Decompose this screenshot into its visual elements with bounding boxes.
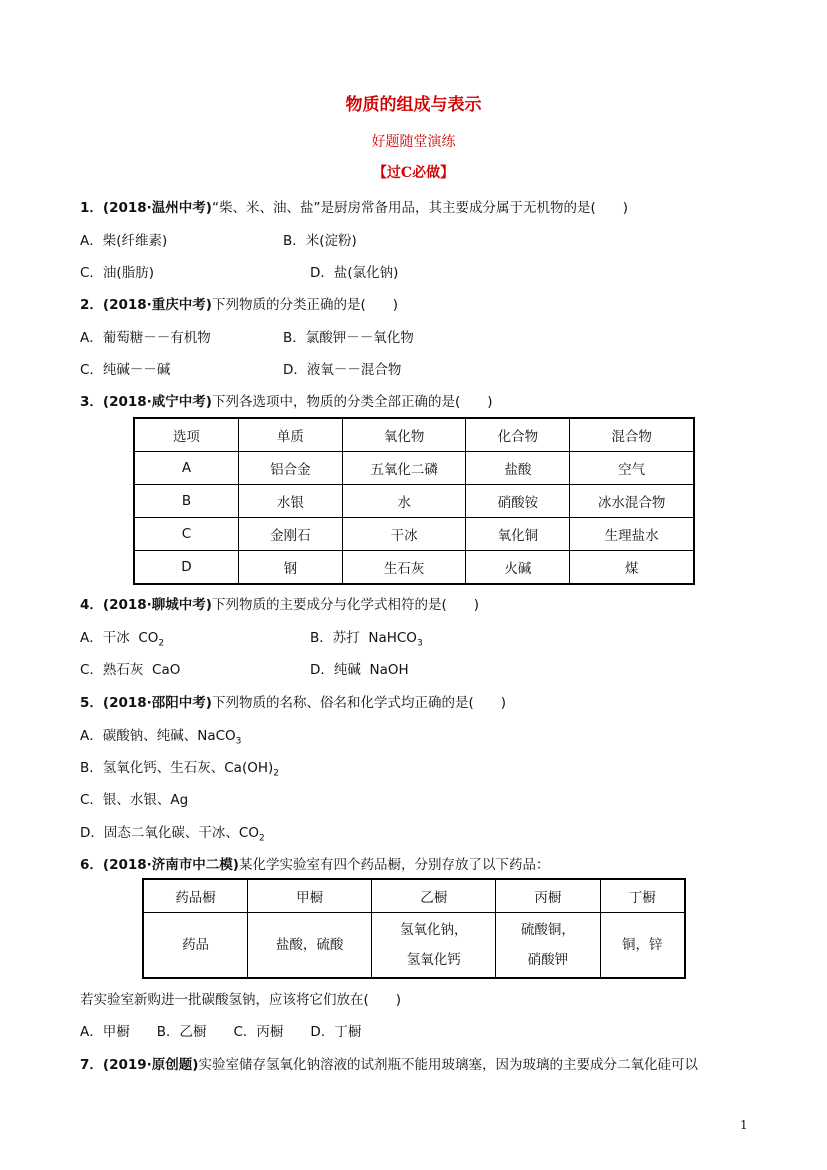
table-cell: 生理盐水 [570, 518, 694, 551]
table-header: 化合物 [466, 418, 570, 452]
option-a [80, 626, 164, 649]
cell-line: 硝酸钾 [527, 952, 569, 968]
table-cell: 氧化铜 [466, 518, 570, 551]
question-source: (2018·邵阳中考) [102, 695, 212, 711]
table-cell: 盐酸，硫酸 [248, 913, 372, 979]
question-source: (2018·重庆中考) [102, 297, 212, 313]
table-header: 乙橱 [372, 879, 496, 913]
table-cell: 铝合金 [238, 452, 342, 485]
option-label: D．纯碱 [310, 662, 361, 678]
classification-table [133, 417, 695, 585]
table-cell: 生石灰 [342, 551, 466, 585]
option-a [80, 724, 241, 747]
question-number: 5． [80, 695, 103, 711]
table-cell: A [134, 452, 238, 485]
table-cell: 五氧化二磷 [342, 452, 466, 485]
option-c [80, 788, 188, 808]
option-label: A．干冰 [80, 630, 130, 646]
option-b: B．米(淀粉) [283, 233, 357, 249]
formula-subscript: 2 [258, 833, 265, 844]
table-cell: 冰水混合物 [570, 485, 694, 518]
table-header: 丙橱 [496, 879, 600, 913]
question-source: (2018·济南市中二模) [102, 857, 239, 873]
table-row [134, 518, 694, 551]
option-d [80, 821, 265, 844]
table-cell: 盐酸 [466, 452, 570, 485]
page-number: 1 [740, 1118, 748, 1132]
question-number: 7． [80, 1057, 103, 1073]
option-b: B．氯酸钾－－氧化物 [283, 330, 414, 346]
table-cell: 水银 [238, 485, 342, 518]
cell-line: 氢氧化钠， [399, 922, 468, 938]
question-7 [80, 1053, 698, 1073]
question-number: 2． [80, 297, 103, 313]
cabinet-table [142, 878, 686, 979]
question-2 [80, 293, 398, 313]
question-3 [80, 390, 493, 410]
option-d: D．盐(氯化钠) [310, 265, 399, 281]
option-c: C．纯碱－－碱 [80, 362, 171, 378]
table-header: 混合物 [570, 418, 694, 452]
question-text: 下列各选项中，物质的分类全部正确的是( ) [211, 394, 493, 410]
table-row [134, 452, 694, 485]
option-formula: CO [138, 630, 159, 646]
question-text: 某化学实验室有四个药品橱，分别存放了以下药品： [238, 857, 550, 873]
question-source: (2018·聊城中考) [102, 597, 212, 613]
option-a: A．葡萄糖－－有机物 [80, 330, 211, 346]
cell-line: 硫酸铜， [520, 922, 575, 938]
table-cell: 空气 [570, 452, 694, 485]
formula-subscript: 3 [416, 638, 423, 649]
table-cell: 药品 [143, 913, 248, 979]
table-cell: 硝酸铵 [466, 485, 570, 518]
question-text: 下列物质的分类正确的是( ) [211, 297, 398, 313]
question-number: 1． [80, 200, 103, 216]
table-cell [372, 913, 496, 979]
question-number: 6． [80, 857, 103, 873]
question-4 [80, 593, 479, 613]
question-5 [80, 691, 506, 711]
question-source: (2018·温州中考) [102, 200, 212, 216]
question-text: 实验室储存氢氧化钠溶液的试剂瓶不能用玻璃塞，因为玻璃的主要成分二氧化硅可以 [198, 1057, 698, 1073]
table-cell: 煤 [570, 551, 694, 585]
option-d [310, 658, 409, 678]
question-source: (2018·咸宁中考) [102, 394, 212, 410]
option-label: C．熟石灰 [80, 662, 144, 678]
formula-subscript: 3 [235, 736, 242, 747]
formula-subscript: 2 [158, 638, 165, 649]
table-row [134, 551, 694, 585]
page-title: 物质的组成与表示 [345, 95, 482, 115]
option-text: C．银、水银、Ag [80, 792, 189, 808]
table-row [143, 913, 685, 979]
option-text: B．氢氧化钙、生石灰、Ca(OH) [80, 760, 274, 776]
question-number: 4． [80, 597, 103, 613]
table-cell: 铜，锌 [600, 913, 685, 979]
table-header: 药品橱 [143, 879, 248, 913]
section-heading: 【过C必做】 [372, 165, 455, 181]
option-text: A．碳酸钠、纯碱、NaCO [80, 728, 236, 744]
table-cell: 干冰 [342, 518, 466, 551]
option-label: B．苏打 [310, 630, 360, 646]
option-formula: CaO [152, 662, 181, 678]
table-header: 氧化物 [342, 418, 466, 452]
table-cell: C [134, 518, 238, 551]
option-text: D．固态二氧化碳、干冰、CO [80, 825, 259, 841]
table-header: 单质 [238, 418, 342, 452]
option-b [310, 626, 423, 649]
option-d: D．液氧－－混合物 [283, 362, 402, 378]
table-header: 甲橱 [248, 879, 372, 913]
table-cell [496, 913, 600, 979]
question-number: 3． [80, 394, 103, 410]
cell-line: 氢氧化钙 [406, 952, 461, 968]
page-subtitle: 好题随堂演练 [371, 134, 456, 150]
table-header-row [134, 418, 694, 452]
table-row [134, 485, 694, 518]
option-formula: NaHCO [368, 630, 417, 646]
question-1 [80, 196, 628, 216]
question-text: “柴、米、油、盐”是厨房常备用品，其主要成分属于无机物的是( ) [211, 200, 628, 216]
option-a: A．柴(纤维素) [80, 233, 168, 249]
question-text: 下列物质的主要成分与化学式相符的是( ) [211, 597, 479, 613]
formula-subscript: 2 [273, 768, 280, 779]
question-6-followup: 若实验室新购进一批碳酸氢钠，应该将它们放在( ) [80, 992, 402, 1008]
option-b [80, 756, 279, 779]
question-text: 下列物质的名称、俗名和化学式均正确的是( ) [211, 695, 506, 711]
option-c: C．油(脂肪) [80, 265, 154, 281]
table-cell: 钢 [238, 551, 342, 585]
table-cell: 水 [342, 485, 466, 518]
table-cell: B [134, 485, 238, 518]
option-c [80, 658, 180, 678]
option-formula: NaOH [369, 662, 409, 678]
table-header-row [143, 879, 685, 913]
table-cell: D [134, 551, 238, 585]
table-header: 丁橱 [600, 879, 685, 913]
table-cell: 火碱 [466, 551, 570, 585]
question-6 [80, 853, 549, 873]
question-source: (2019·原创题) [102, 1057, 199, 1073]
question-6-options: A．甲橱 B．乙橱 C．丙橱 D．丁橱 [80, 1024, 362, 1040]
table-cell: 金刚石 [238, 518, 342, 551]
table-header: 选项 [134, 418, 238, 452]
